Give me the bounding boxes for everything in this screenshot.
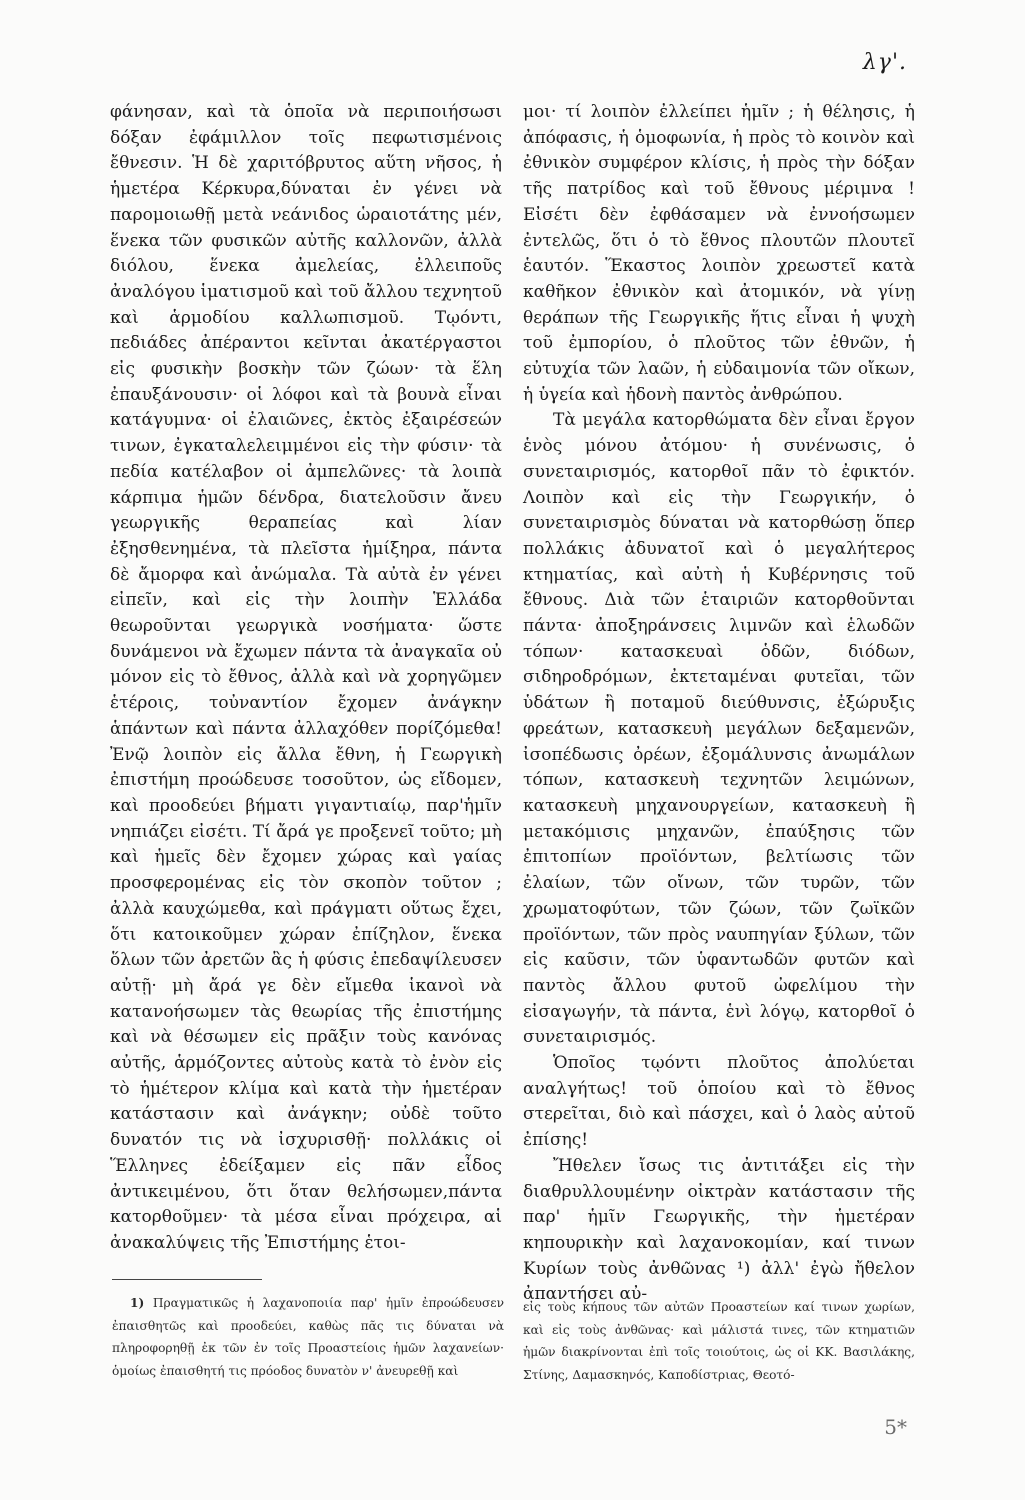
right-paragraph-3: Ὁποῖος τῳόντι πλοῦτος ἀπολύεται αναλγήτως! τοῦ ὁποίου καὶ τὸ ἔθνος στερεῖται, διὸ καὶ πάσχει, καὶ ὁ λαὸς αὐτοῦ ἐπίσης! — [523, 1053, 915, 1151]
right-paragraph-2: Τὰ μεγάλα κατορθώματα δὲν εἶναι ἔργον ἑνὸς μόνου ἀτόμου· ἡ συνένωσις, ὁ συνεταιρισμός, κατορθοῖ πᾶν τὸ ἐφικτόν. Λοιπὸν καὶ εἰς τὴν Γεωργικήν, ὁ συνεταιρισμὸς δύναται νὰ κατορθώσῃ ὅπερ πολλάκις ἀδυνατοῖ καὶ ὁ μεγαλήτερος κτηματίας, καὶ αὐτὴ ἡ Κυβέρνησις τοῦ ἔθνους. Διὰ τῶν ἑταιριῶν κατορθοῦνται πάντα· ἀποξηράνσεις λιμνῶν καὶ ἑλωδῶν τόπων· κατασκευαὶ ὁδῶν, διόδων, σιδηροδρόμων, ἐκτεταμέναι φυτεῖαι, τῶν ὑδάτων ἢ ποταμοῦ διεύθυνσις, ἐξώρυξις φρεάτων, κατασκευὴ μεγάλων δεξαμενῶν, ἰσοπέδωσις ὀρέων, ἐξομάλυνσις ἀνωμάλων τόπων, κατασκευὴ τεχνητῶν λειμώνων, κατασκευὴ μηχανουργείων, κατασκευὴ ἢ μετακόμισις μηχανῶν, ἐπαύξησις τῶν ἐπιτοπίων προϊόντων, βελτίωσις τῶν ἐλαίων, τῶν οἴνων, τῶν τυρῶν, τῶν χρωματοφύτων, τῶν ζώων, τῶν ζωϊκῶν προϊόντων, τῶν πρὸς ναυπηγίαν ξύλων, τῶν εἰς καῦσιν, τῶν ὑφαντωδῶν φυτῶν καὶ παντὸς ἄλλου φυτοῦ ὠφελίμου τὴν εἰσαγωγήν, τὰ πάντα, ἑνὶ λόγῳ, κατορθοῖ ὁ συνεταιρισμός. — [523, 410, 915, 1048]
signature-mark: 5* — [884, 1415, 907, 1439]
footnote-right-text: εἰς τοὺς κήπους τῶν αὐτῶν Προαστείων καί τινων χωρίων, καὶ εἰς τοὺς ἀνθῶνας· καὶ μάλιστά τινες, τῶν κτηματιῶν ἡμῶν διακρίνονται ἐπὶ τοῖς τοιούτοις, ὡς οἱ ΚΚ. Βασιλάκης, Στίνης, Δαμασκηνός, Καποδίστριας, Θεοτό- — [523, 1300, 915, 1382]
footnote-left — [112, 1292, 504, 1382]
right-paragraph-1: μοι· τί λοιπὸν ἐλλείπει ἡμῖν ; ἡ θέλησις, ἡ ἀπόφασις, ἡ ὁμοφωνία, ἡ πρὸς τὸ κοινὸν καὶ ἐθνικὸν συμφέρον κλίσις, ἡ πρὸς τὴν δόξαν τῆς πατρίδος καὶ τοῦ ἔθνους μέριμνα ! Εἰσέτι δὲν ἐφθάσαμεν νὰ ἐννοήσωμεν ἐντελῶς, ὅτι ὁ τὸ ἔθνος πλουτῶν πλουτεῖ ἑαυτόν. Ἕκαστος λοιπὸν χρεωστεῖ κατὰ καθῆκον ἐθνικὸν καὶ ἀτομικόν, νὰ γίνῃ θεράπων τῆς Γεωργικῆς ἥτις εἶναι ἡ ψυχὴ τοῦ ἐμπορίου, ὁ πλοῦτος τῶν ἐθνῶν, ἡ εὐτυχία τῶν λαῶν, ἡ εὐδαιμονία τῶν οἴκων, ἡ ὑγεία καὶ ἡδονὴ παντὸς ἀνθρώπου. — [523, 102, 915, 405]
footnote-marker: 1) — [130, 1296, 145, 1310]
page-number: λγ'. — [862, 50, 907, 75]
footnote-right — [523, 1296, 915, 1386]
right-column — [523, 100, 915, 1308]
left-column-text — [110, 100, 502, 1257]
left-column — [110, 100, 502, 1257]
right-paragraph-4: Ἤθελεν ἴσως τις ἀντιτάξει εἰς τὴν διαθρυλλουμένην οἰκτρὰν κατάστασιν τῆς παρ' ἡμῖν Γεωργικῆς, τὴν ἡμετέραν κηπουρικὴν καὶ λαχανοκομίαν, καί τινων Κυρίων τοὺς ἀνθῶνας ¹) ἀλλ' ἐγὼ ἤθελον ἀπαντήσει αὐ- — [523, 1155, 915, 1305]
footnote-divider — [112, 1279, 262, 1280]
right-column-text — [523, 100, 915, 1308]
left-paragraph-1: φάνησαν, καὶ τὰ ὁποῖα νὰ περιποιήσωσι δόξαν ἐφάμιλλον τοῖς πεφωτισμένοις ἔθνεσιν. Ἡ δὲ χαριτόβρυτος αὕτη νῆσος, ἡ ἡμετέρα Κέρκυρα,δύναται ἐν γένει νὰ παρομοιωθῇ μετὰ νεάνιδος ὡραιοτάτης μέν, ἕνεκα τῶν φυσικῶν αὐτῆς καλλονῶν, ἀλλὰ διόλου, ἕνεκα ἀμελείας, ἐλλειποῦς ἀναλόγου ἱματισμοῦ καὶ τοῦ ἄλλου τεχνητοῦ καὶ ἁρμοδίου καλλωπισμοῦ. Τῳόντι, πεδιάδες ἀπέραντοι κεῖνται ἀκατέργαστοι εἰς φυσικὴν βοσκὴν τῶν ζώων· τὰ ἕλη ἐπαυξάνουσιν· οἱ λόφοι καὶ τὰ βουνὰ εἶναι κατάγυμνα· οἱ ἐλαιῶνες, ἐκτὸς ἐξαιρέσεών τινων, ἐγκαταλελειμμένοι εἰς τὴν φύσιν· τὰ πεδία κατέλαβον οἱ ἀμπελῶνες· τὰ λοιπὰ κάρπιμα ἡμῶν δένδρα, διατελοῦσιν ἄνευ γεωργικῆς θεραπείας καὶ λίαν ἐξησθενημένα, τὰ πλεῖστα ἡμίξηρα, πάντα δὲ ἄμορφα καὶ ἀνώμαλα. Τὰ αὐτὰ ἐν γένει εἰπεῖν, καὶ εἰς τὴν λοιπὴν Ἑλλάδα θεωροῦνται γεωργικὰ νοσήματα· ὥστε δυνάμενοι νὰ ἔχωμεν πάντα τὰ ἀναγκαῖα οὐ μόνον εἰς τὸ ἔθνος, ἀλλὰ καὶ νὰ χορηγῶμεν ἑτέροις, τοὐναντίον ἔχομεν ἀνάγκην ἁπάντων καὶ πάντα ἀλλαχόθεν πορίζόμεθα! Ἐνῷ λοιπὸν εἰς ἄλλα ἔθνη, ἡ Γεωργικὴ ἐπιστήμη προώδευσε τοσοῦτον, ὡς εἴδομεν, καὶ προοδεύει βήματι γιγαντιαίῳ, παρ'ἡμῖν νηπιάζει εἰσέτι. Τί ἄρά γε προξενεῖ τοῦτο; μὴ καὶ ἡμεῖς δὲν ἔχομεν χώρας καὶ γαίας προσφερομένας εἰς τὸν σκοπὸν τοῦτον ; ἀλλὰ καυχώμεθα, καὶ πράγματι οὕτως ἔχει, ὅτι κατοικοῦμεν χώραν ἐπίζηλον, ἕνεκα ὅλων τῶν ἀρετῶν ἃς ἡ φύσις ἐπεδαψίλευσεν αὐτῇ· μὴ ἄρά γε δὲν εἴμεθα ἱκανοὶ νὰ κατανοήσωμεν τὰς θεωρίας τῆς ἐπιστήμης καὶ νὰ θέσωμεν εἰς πρᾶξιν τοὺς κανόνας αὐτῆς, ἁρμόζοντες αὐτοὺς κατὰ τὸ ἐνὸν εἰς τὸ ἡμέτερον κλίμα καὶ κατὰ τὴν ἡμετέραν κατάστασιν καὶ ἀνάγκην; οὐδὲ τοῦτο δυνατόν τις νὰ ἰσχυρισθῇ· πολλάκις οἱ Ἕλληνες ἐδείξαμεν εἰς πᾶν εἶδος ἀντικειμένου, ὅτι ὅταν θελήσωμεν,πάντα κατορθοῦμεν· τὰ μέσα εἶναι πρόχειρα, αἱ ἀνακαλύψεις τῆς Ἐπιστήμης ἑτοι- — [110, 102, 502, 1253]
footnote-left-text: Πραγματικῶς ἡ λαχανοποιία παρ' ἡμῖν ἐπροώδευσεν ἐπαισθητῶς καὶ προοδεύει, καθὼς πᾶς τις δύναται νὰ πληροφορηθῇ ἐκ τῶν ἐν τοῖς Προαστείοις ἡμῶν λαχανείων· ὁμοίως ἐπαισθητή τις πρόοδος δυνατὸν ν' ἀνευρεθῇ καὶ — [112, 1296, 504, 1378]
